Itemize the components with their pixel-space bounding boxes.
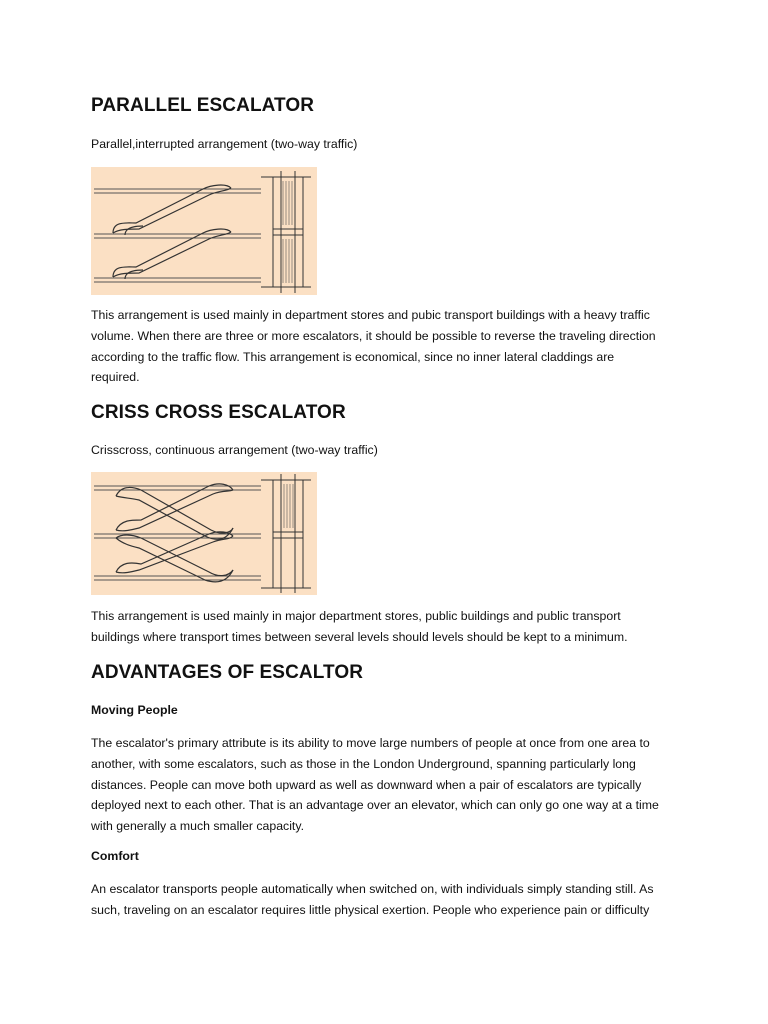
figure-caption-parallel: Parallel,interrupted arrangement (two-way traffic) <box>91 137 358 151</box>
subheading-comfort: Comfort <box>91 849 139 863</box>
paragraph-line: This arrangement is used mainly in major department stores, public buildings and public transport <box>91 609 621 623</box>
section-heading-parallel: PARALLEL ESCALATOR <box>91 95 315 116</box>
paragraph-crisscross <box>91 606 691 648</box>
paragraph-line: according to the traffic flow. This arrangement is economical, since no inner lateral claddings are <box>91 349 615 364</box>
paragraph-parallel <box>91 305 691 388</box>
paragraph-line: another, with some escalators, such as those in the London Underground, spanning particularly long <box>91 756 636 771</box>
paragraph-comfort <box>91 879 691 921</box>
subheading-moving-people: Moving People <box>91 703 178 717</box>
paragraph-line: deployed next to each other. That is an advantage over an elevator, which can only go one way at a time <box>91 798 659 813</box>
paragraph-line: with generally a much smaller capacity. <box>91 819 305 834</box>
paragraph-line: distances. People can move both upward as well as downward when a pair of escalators are typically <box>91 777 642 792</box>
section-heading-advantages: ADVANTAGES OF ESCALTOR <box>91 662 364 683</box>
paragraph-line: The escalator's primary attribute is its ability to move large numbers of people at once from one area to <box>91 736 650 750</box>
paragraph-line: required. <box>91 370 140 385</box>
crisscross-escalator-diagram <box>91 472 317 595</box>
paragraph-line: volume. When there are three or more escalators, it should be possible to reverse the traveling direction <box>91 328 656 343</box>
paragraph-line: An escalator transports people automatically when switched on, with individuals simply standing still. As <box>91 882 654 896</box>
figure-caption-crisscross: Crisscross, continuous arrangement (two-way traffic) <box>91 443 378 457</box>
parallel-escalator-diagram <box>91 167 317 295</box>
paragraph-line: buildings where transport times between several levels should levels should be kept to a minimum. <box>91 629 628 644</box>
section-heading-crisscross: CRISS CROSS ESCALATOR <box>91 402 346 423</box>
paragraph-line: This arrangement is used mainly in department stores and pubic transport buildings with a heavy traffic <box>91 308 650 322</box>
paragraph-line: such, traveling on an escalator requires little physical exertion. People who experience pain or difficulty <box>91 902 650 917</box>
paragraph-moving-people <box>91 733 691 837</box>
